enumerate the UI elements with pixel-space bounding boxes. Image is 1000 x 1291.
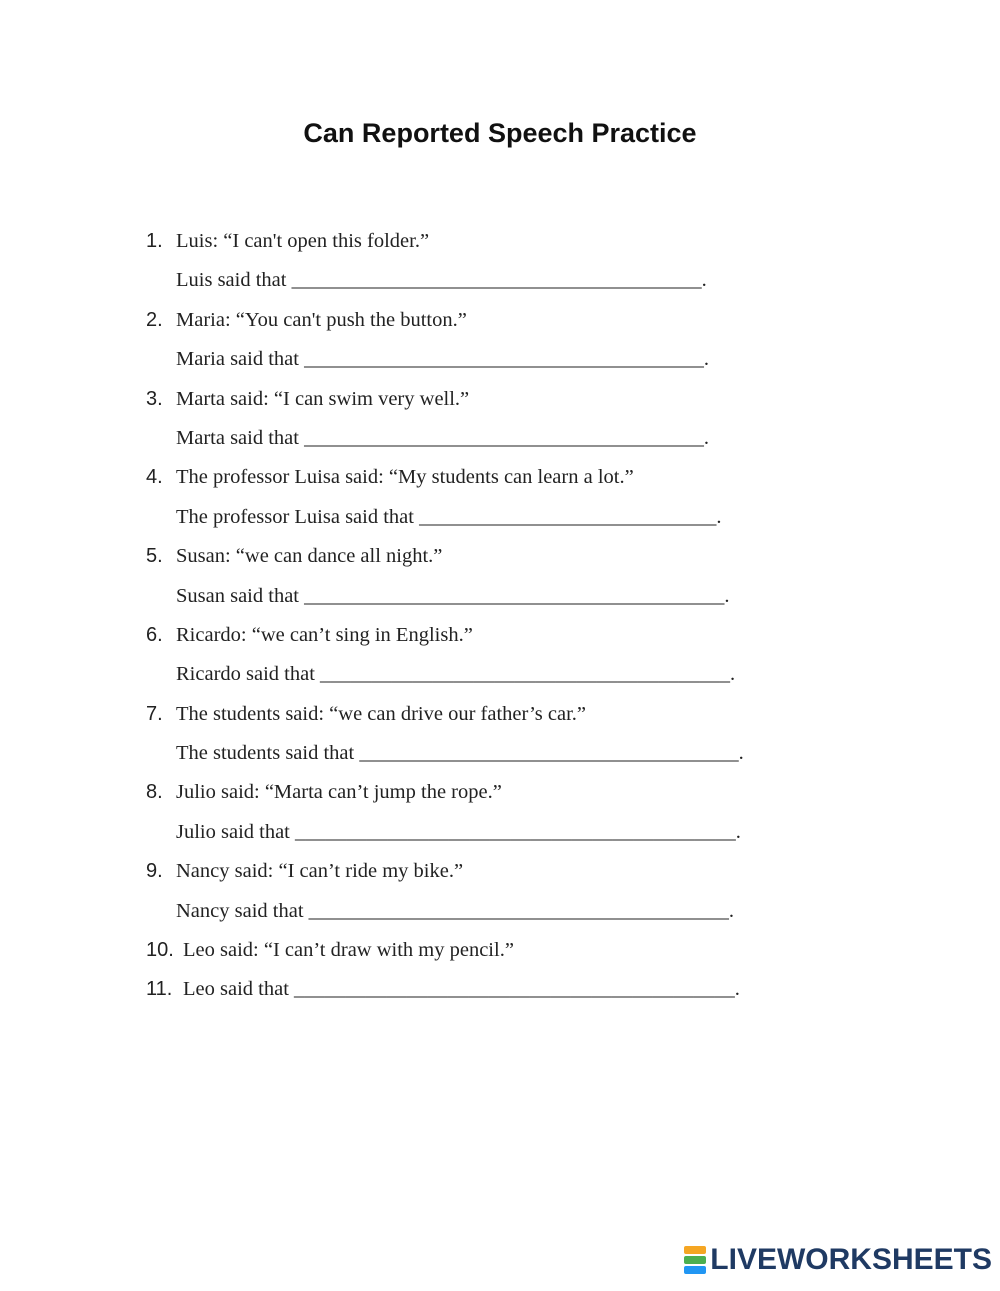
- answer-line[interactable]: Susan said that _________________________________________.: [176, 584, 730, 607]
- item-number: 6.: [146, 623, 163, 646]
- logo-block-green: [684, 1256, 706, 1264]
- item-prompt-4: [146, 458, 846, 497]
- logo-blocks-icon: [684, 1246, 706, 1274]
- prompt-text: The professor Luisa said: “My students can learn a lot.”: [176, 466, 634, 489]
- item-answer-8[interactable]: [146, 813, 846, 852]
- item-answer-9[interactable]: [146, 892, 846, 931]
- item-answer-1[interactable]: [146, 261, 846, 300]
- item-number: 9.: [146, 860, 163, 883]
- item-prompt-6: [146, 616, 846, 655]
- answer-line[interactable]: Marta said that _______________________________________.: [176, 426, 709, 449]
- worksheet-title: Can Reported Speech Practice: [303, 118, 697, 148]
- answer-line[interactable]: Nancy said that _________________________________________.: [176, 899, 735, 922]
- item-prompt-8: [146, 773, 846, 812]
- item-prompt-2: [146, 301, 846, 340]
- item-prompt-5: [146, 537, 846, 576]
- item-prompt-3: [146, 380, 846, 419]
- prompt-text: Marta said: “I can swim very well.”: [176, 387, 470, 410]
- item-answer-3[interactable]: [146, 419, 846, 458]
- item-prompt-1: [146, 222, 846, 261]
- item-number: 3.: [146, 387, 163, 410]
- prompt-text: Luis: “I can't open this folder.”: [176, 230, 430, 252]
- logo-block-blue: [684, 1266, 706, 1274]
- item-number: 10.: [146, 939, 174, 962]
- item-prompt-9: [146, 852, 846, 891]
- item-answer-4[interactable]: [146, 498, 846, 537]
- answer-line[interactable]: Ricardo said that ________________________________________.: [176, 663, 736, 686]
- exercise-list: [146, 222, 846, 1010]
- prompt-text: Susan: “we can dance all night.”: [176, 545, 443, 568]
- logo-block-orange: [684, 1246, 706, 1254]
- answer-line[interactable]: Luis said that ________________________________________.: [176, 269, 707, 292]
- item-prompt-10: [146, 931, 846, 970]
- item-number: 1.: [146, 230, 163, 252]
- prompt-text: Ricardo: “we can’t sing in English.”: [176, 623, 473, 646]
- item-answer-6[interactable]: [146, 655, 846, 694]
- liveworksheets-logo: [684, 1243, 992, 1277]
- item-answer-11[interactable]: [146, 970, 846, 1009]
- item-number: 2.: [146, 308, 163, 331]
- prompt-text: Julio said: “Marta can’t jump the rope.”: [176, 781, 502, 804]
- prompt-text: Leo said: “I can’t draw with my pencil.”: [183, 939, 514, 962]
- item-number: 5.: [146, 545, 163, 568]
- prompt-text: Maria: “You can't push the button.”: [176, 308, 467, 331]
- item-number: 11.: [146, 978, 173, 1001]
- answer-line[interactable]: Leo said that ___________________________________________.: [183, 978, 740, 1001]
- item-number: 7.: [146, 702, 163, 725]
- answer-line[interactable]: Maria said that _______________________________________.: [176, 348, 709, 371]
- answer-line[interactable]: The students said that _____________________________________.: [176, 742, 744, 765]
- prompt-text: Nancy said: “I can’t ride my bike.”: [176, 860, 464, 883]
- item-answer-2[interactable]: [146, 340, 846, 379]
- answer-line[interactable]: The professor Luisa said that _____________________________.: [176, 505, 722, 528]
- answer-line[interactable]: Julio said that ___________________________________________.: [176, 820, 741, 843]
- item-answer-5[interactable]: [146, 577, 846, 616]
- prompt-text: The students said: “we can drive our father’s car.”: [176, 702, 587, 725]
- item-prompt-7: [146, 695, 846, 734]
- item-answer-7[interactable]: [146, 734, 846, 773]
- item-number: 8.: [146, 781, 163, 804]
- item-number: 4.: [146, 466, 163, 489]
- logo-text: LIVEWORKSHEETS: [710, 1243, 992, 1276]
